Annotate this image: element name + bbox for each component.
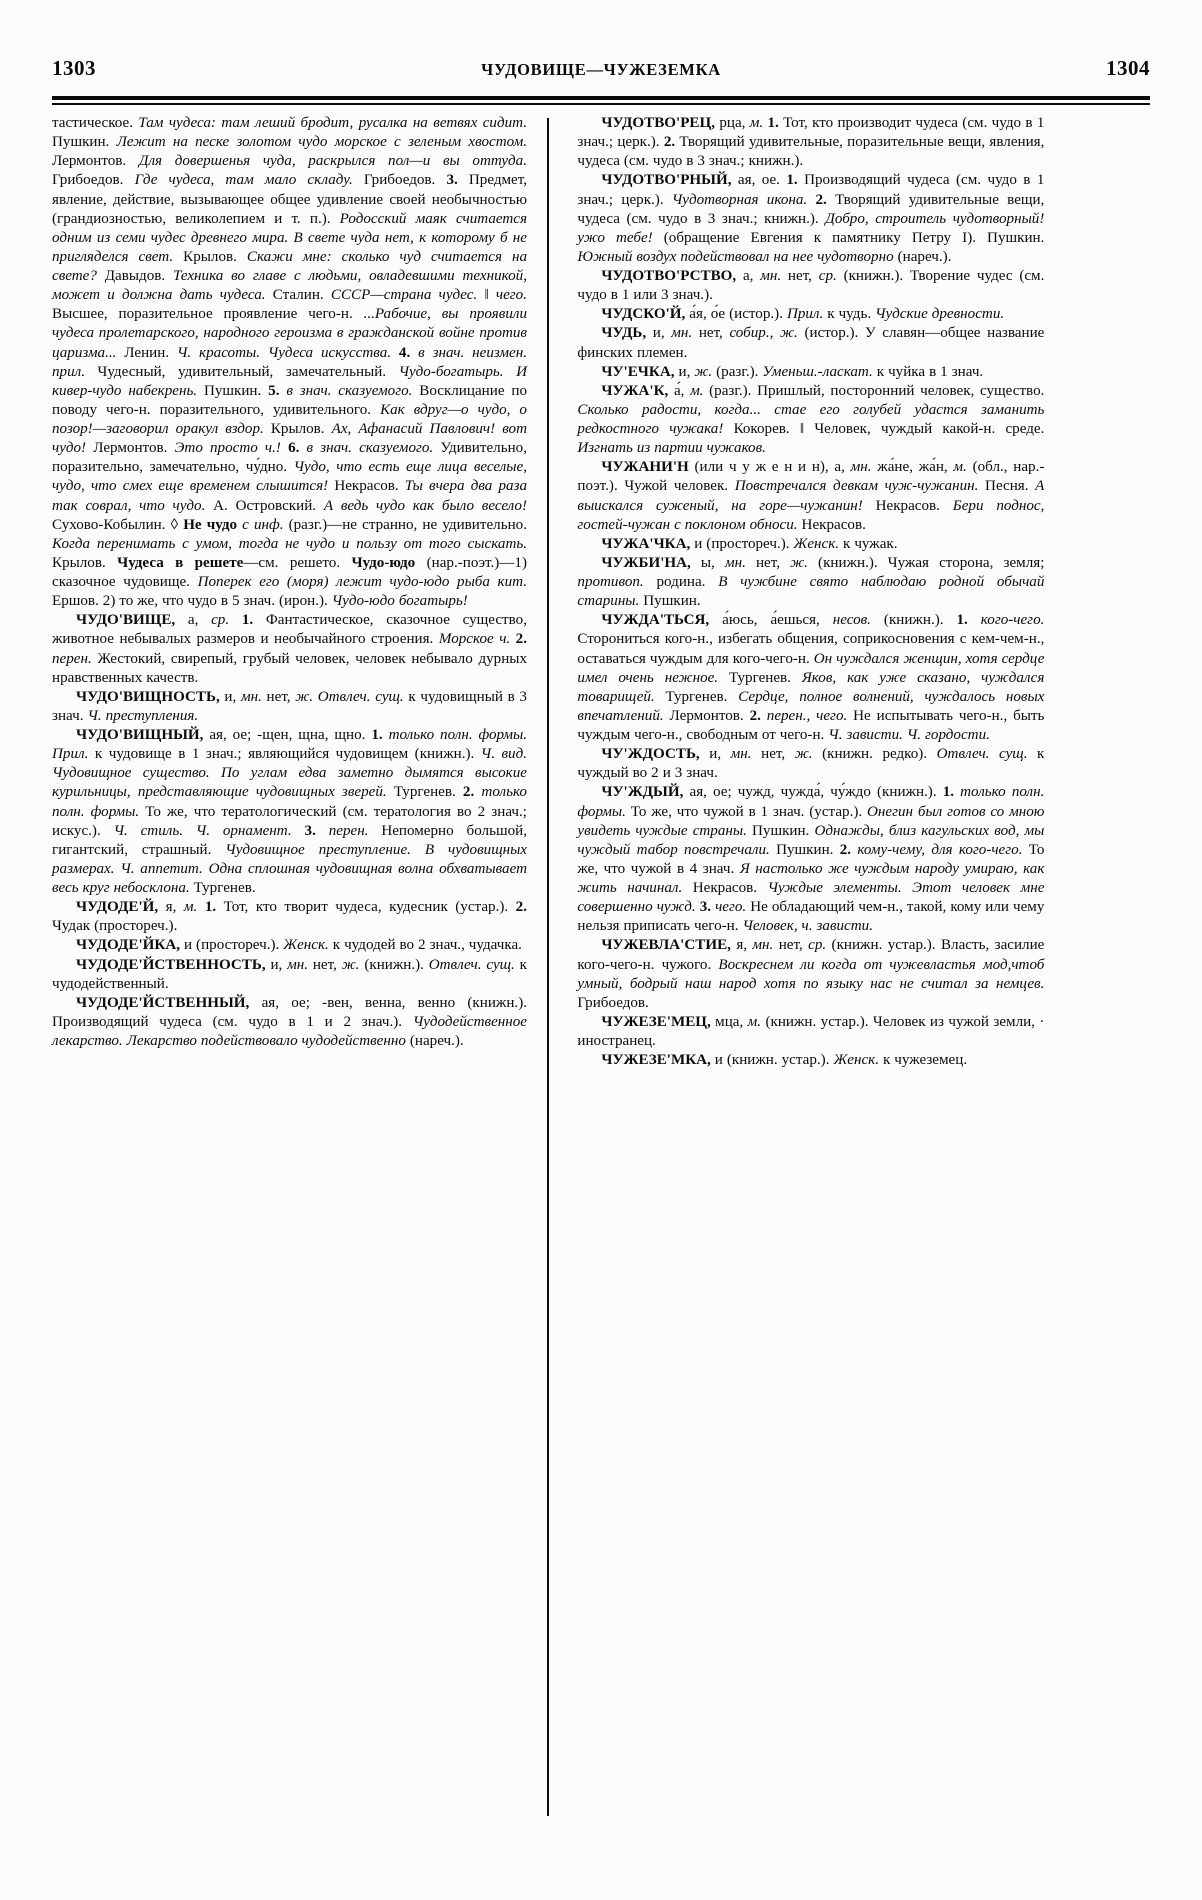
dictionary-entry: ЧУДОТВО'РНЫЙ, ая, ое. 1. Производящий чудеса (см. чудо в 1 знач.; церк.). Чудотворная икона. 2. Творящий удивительные вещи, чудеса (см. чудо в 3 знач.; книжн.). Добро, строитель чудотворный! ужо тебе! (обращение Евгения к памятнику Петру I). Пушкин. Южный воздух подействовал на нее чудотворно (нареч.). [577, 172, 1045, 265]
dictionary-entry: ЧУДОТВО'РСТВО, а, мн. нет, ср. (книжн.). Творение чудес (см. чудо в 1 или 3 знач.). [577, 268, 1045, 304]
body-columns [52, 114, 1150, 1840]
dictionary-entry-continued: тастическое. Там чудеса: там леший бродит, русалка на ветвях сидит. Пушкин. Лежит на песке золотом чудо морское с зеленым хвостом. Лермонтов. Для довершенья чуда, раскрылся пол—и вы оттуда. Грибоедов. Где чудеса, там мало складу. Грибоедов. 3. Предмет, явление, действие, вызывающее общее удивление своей необычностью (грандиозностью, великолепием и т. п.). Родосский маяк считается одним из семи чудес древнего мира. В свете чуда нет, к которому б не пригляделся свет. Крылов. Скажи мне: сколько чуд считается на свете? Давыдов. Техника во главе с людьми, овладевшими техникой, может и должна дать чудеса. Сталин. СССР—страна чудес. ‖ чего. Высшее, поразительное проявление чего-н. ...Рабочие, вы проявили чудеса пролетарского, народного героизма в гражданской войне против царизма... Ленин. Ч. красоты. Чудеса искусства. 4. в знач. неизмен. прил. Чудесный, удивительный, замечательный. Чудо-богатырь. И кивер-чудо набекрень. Пушкин. 5. в знач. сказуемого. Восклицание по поводу чего-н. поразительного, удивительного. Как вдруг—о чудо, о позор!—заговорил оракул вздор. Крылов. Ах, Афанасий Павлович! вот чудо! Лермонтов. Это просто ч.! 6. в знач. сказуемого. Удивительно, поразительно, замечательно, чу́дно. Чудо, что есть еще лица веселые, чудо, что смех еще временем слышится! Некрасов. Ты вчера два раза так соврал, что чудо. А. Островский. А ведь чудо как было весело! Сухово-Кобылин. ◊ Не чудо с инф. (разг.)—не странно, не удивительно. Когда перенимать с умом, тогда не чудо и пользу от того сыскать. Крылов. Чудеса в решете—см. решето. Чудо-юдо (нар.-поэт.)—1) сказочное чудовище. Поперек его (моря) лежит чудо-юдо рыба кит. Ершов. 2) то же, что чудо в 5 знач. (ирон.). Чудо-юдо богатырь! [52, 115, 528, 610]
dictionary-entry: ЧУЖА'К, а́, м. (разг.). Пришлый, посторонний человек, существо. Сколько радости, когда... стае его голубей удастся заманить редкостного чужака! Кокорев. ‖ Человек, чуждый какой-н. среде. Изгнать из партии чужаков. [577, 382, 1045, 457]
dictionary-entry: ЧУ'ЕЧКА, и, ж. (разг.). Уменьш.-ласкат. к чуйка в 1 знач. [601, 363, 984, 380]
dictionary-entry: ЧУДОДЕ'ЙСТВЕННОСТЬ, и, мн. нет, ж. (книжн.). Отвлеч. сущ. к чудодейственный. [52, 956, 527, 992]
dictionary-entry: ЧУДОДЕ'Й, я, м. 1. Тот, кто творит чудеса, кудесник (устар.). 2. Чудак (простореч.). [52, 899, 527, 935]
column-right [555, 114, 1044, 1840]
dictionary-entry: ЧУДО'ВИЩЕ, а, ср. 1. Фантастическое, сказочное существо, животное небывалых размеров и необычайного строения. Морское ч. 2. перен. Жестокий, свирепый, грубый человек, человек небывало дурных нравственных качеств. [52, 612, 527, 686]
dictionary-entry: ЧУДО'ВИЩНЫЙ, ая, ое; -щен, щна, щно. 1. только полн. формы. Прил. к чудовище в 1 знач.; являющийся чудовищем (книжн.). Ч. вид. Чудовищное существо. По углам едва заметно дымятся высокие курильницы, представляющие чудовищных зверей. Тургенев. 2. только полн. формы. То же, что тератологический (см. тератология во 2 знач.; искус.). Ч. стиль. Ч. орнамент. 3. перен. Непомерно большой, гигантский, страшный. Чудовищное преступление. В чудовищных размерах. Ч. аппетит. Одна сплошная чудовищная волна обхватывает весь круг небосклона. Тургенев. [52, 727, 527, 896]
header-rule-thin [52, 103, 1150, 105]
dictionary-entry: ЧУЖАНИ'Н (или ч у ж е н и н), а, мн. жа́не, жа́н, м. (обл., нар.-поэт.). Чужой человек. Повстречался девкам чуж-чужанин. Песня. А выискался суженый, на горе—чужанин! Некрасов. Бери поднос, гостей-чужан с поклоном обноси. Некрасов. [577, 459, 1045, 533]
dictionary-entry: ЧУДОТВО'РЕЦ, рца, м. 1. Тот, кто производит чудеса (см. чудо в 1 знач.; церк.). 2. Творящий удивительные, поразительные вещи, явления, чудеса (см. чудо в 3 знач.; книжн.). [577, 115, 1045, 170]
right-entries [577, 114, 1044, 1070]
dictionary-entry: ЧУ'ЖДОСТЬ, и, мн. нет, ж. (книжн. редко). Отвлеч. сущ. к чуждый во 2 и 3 знач. [577, 746, 1045, 782]
dictionary-entry: ЧУ'ЖДЫЙ, ая, ое; чужд, чужда́, чу́ждо (книжн.). 1. только полн. формы. То же, что чужой в 1 знач. (устар.). Онегин был готов со мною увидеть чуждые страны. Пушкин. Однажды, близ кагульских вод, мы чуждый табор повстречали. Пушкин. 2. кому-чему, для кого-чего. То же, что чужой в 4 знач. Я настолько же чуждым народу умираю, как жить начинал. Некрасов. Чуждые элементы. Этот человек мне совершенно чужд. 3. чего. Не обладающий чем-н., такой, кому или чему нельзя приписать чего-н. Человек, ч. зависти. [577, 784, 1045, 935]
dictionary-entry: ЧУДОДЕ'ЙКА, и (простореч.). Женск. к чудодей во 2 знач., чудачка. [76, 937, 522, 954]
running-title: ЧУДОВИЩЕ—ЧУЖЕЗЕМКА [481, 60, 721, 79]
dictionary-entry: ЧУЖДА'ТЬСЯ, а́юсь, а́ешься, несов. (книжн.). 1. кого-чего. Сторониться кого-н., избегать общения, соприкосновения с кем-чем-н., оставаться чуждым для кого-чего-н. Он чуждался женщин, хотя сердце имел очень нежное. Тургенев. Яков, как уже сказано, чуждался товарищей. Тургенев. Сердце, полное волнений, чуждалось новых впечатлений. Лермонтов. 2. перен., чего. Не испытывать чего-н., быть чуждым чего-н., свободным от чего-н. Ч. зависти. Ч. гордости. [577, 612, 1045, 743]
column-left [52, 114, 541, 1840]
dictionary-entry: ЧУДО'ВИЩНОСТЬ, и, мн. нет, ж. Отвлеч. сущ. к чудовищный в 3 знач. Ч. преступления. [52, 688, 527, 724]
running-head [52, 56, 1150, 86]
dictionary-entry: ЧУДСКО'Й, а́я, о́е (истор.). Прил. к чудь. Чудские древности. [601, 306, 1005, 323]
dictionary-entry: ЧУЖБИ'НА, ы, мн. нет, ж. (книжн.). Чужая сторона, земля; противоп. родина. В чужбине свято наблюдаю родной обычай старины. Пушкин. [577, 554, 1045, 610]
dictionary-entry: ЧУЖЕВЛА'СТИЕ, я, мн. нет, ср. (книжн. устар.). Власть, засилие кого-чего-н. чужого. Воскреснем ли когда от чужевластья мод,чтоб умный, бодрый наш народ хотя по языку нас не считал за немцев. Грибоедов. [577, 937, 1045, 1011]
header-rule-thick [52, 96, 1150, 100]
column-divider [547, 118, 549, 1816]
dictionary-entry: ЧУЖЕЗЕ'МЕЦ, мца, м. (книжн. устар.). Человек из чужой земли, · иностранец. [577, 1013, 1045, 1049]
left-continued-block [52, 114, 527, 611]
dictionary-entry: ЧУДЬ, и, мн. нет, собир., ж. (истор.). У славян—общее название финских племен. [577, 325, 1045, 361]
dictionary-entry: ЧУДОДЕ'ЙСТВЕННЫЙ, ая, ое; -вен, венна, венно (книжн.). Производящий чудеса (см. чудо в 1 и 2 знач.). Чудодейственное лекарство. Лекарство подействовало чудодейственно (нареч.). [52, 994, 527, 1049]
dictionary-entry: ЧУЖЕЗЕ'МКА, и (книжн. устар.). Женск. к чужеземец. [601, 1052, 968, 1069]
folio-left: 1303 [52, 56, 96, 80]
dictionary-entry: ЧУЖА'ЧКА, и (простореч.). Женск. к чужак. [601, 535, 898, 552]
left-entries [52, 611, 527, 1051]
folio-right: 1304 [1106, 56, 1150, 80]
